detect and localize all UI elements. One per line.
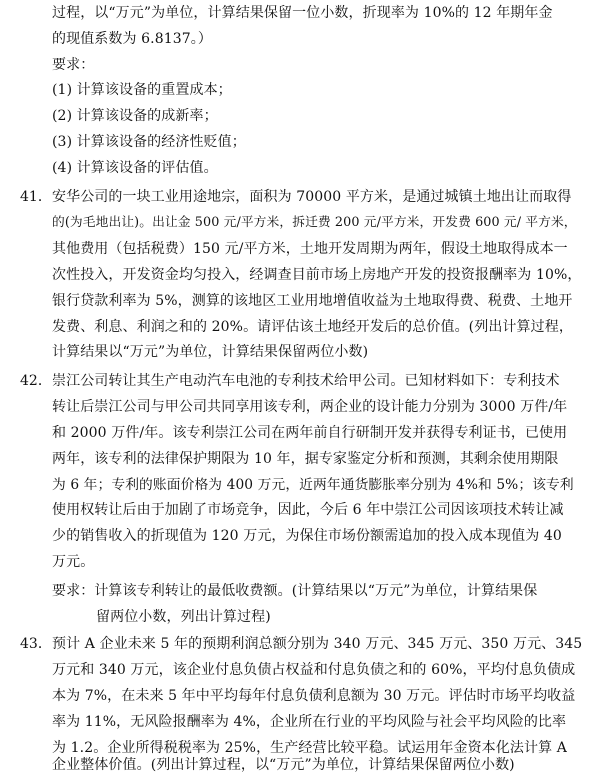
requirement-item: (1) 计算该设备的重置成本； <box>52 82 232 98</box>
q42-line: 为 6 年；专利的账面价格为 400 万元，近两年通货膨胀率分别为 4%和 5%；该专利 <box>52 477 574 493</box>
requirements-label: 要求： <box>52 57 95 73</box>
question-number-42: 42． <box>20 373 52 389</box>
q43-line: 企业整体价值。(列出计算过程，以“万元”为单位，计算结果保留两位小数) <box>52 757 515 773</box>
q42-line: 少的销售收入的折现值为 120 万元，为保住市场份额需追加的投入成本现值为 40 <box>52 528 562 544</box>
requirement-item: (3) 计算该设备的经济性贬值； <box>52 134 246 150</box>
q41-line: 发费、利息、利润之和的 20%。请评估该土地经开发后的总价值。(列出计算过程， <box>52 319 573 335</box>
q42-line: 万元。 <box>52 554 95 570</box>
q43-line: 为 1.2。企业所得税税率为 25%，生产经营比较平稳。试运用年金资本化法计算 A <box>52 740 567 756</box>
q42-line: 转让后崇江公司与甲公司共同享用该专利，两企业的设计能力分别为 3000 万件/年 <box>52 399 568 415</box>
q41-line: 的(为毛地出让)。出让金 500 元/平方米，拆迁费 200 元/平方米，开发费 600 元/ 平方米， <box>52 215 577 230</box>
intro-line: 过程，以“万元”为单位，计算结果保留一位小数，折现率为 10%的 12 年期年金 <box>52 5 553 21</box>
question-number-41: 41． <box>20 189 52 205</box>
q43-line: 万元和 340 万元，该企业付息负债占权益和付息负债之和的 60%，平均付息负债成 <box>52 662 576 678</box>
q42-requirement-line: 留两位小数，列出计算过程) <box>96 609 271 625</box>
q42-line: 和 2000 万件/年。该专利崇江公司在两年前自行研制开发并获得专利证书，已使用 <box>52 425 568 441</box>
requirement-item: (2) 计算该设备的成新率； <box>52 108 218 124</box>
q41-line: 安华公司的一块工业用途地宗，面积为 70000 平方米，是通过城镇土地出让而取得 <box>52 189 572 205</box>
q41-line: 其他费用（包括税费）150 元/平方米，土地开发周期为两年，假设土地取得成本一 <box>52 241 568 257</box>
q43-line: 预计 A 企业未来 5 年的预期利润总额分别为 340 万元、345 万元、350 万元、345 <box>52 636 583 652</box>
q41-line: 银行贷款利率为 5%，测算的该地区工业用地增值收益为土地取得费、税费、土地开 <box>52 293 573 309</box>
q42-line: 崇江公司转让其生产电动汽车电池的专利技术给甲公司。已知材料如下：专利技术 <box>52 373 560 389</box>
q43-line: 本为 7%，在未来 5 年中平均每年付息负债利息额为 30 万元。评估时市场平均收益 <box>52 688 576 704</box>
q42-line: 两年，该专利的法律保护期限为 10 年，据专家鉴定分析和预测，其剩余使用期限 <box>52 451 559 467</box>
intro-line: 的现值系数为 6.8137。） <box>52 31 212 47</box>
q42-line: 使用权转让后由于加剧了市场竞争，因此，今后 6 年中崇江公司因该项技术转让减 <box>52 502 564 518</box>
q43-line: 率为 11%，无风险报酬率为 4%，企业所在行业的平均风险与社会平均风险的比率 <box>52 714 567 730</box>
q42-requirement-line: 要求：计算该专利转让的最低收费额。(计算结果以“万元”为单位，计算结果保 <box>52 583 538 599</box>
q41-line: 次性投入，开发资金均匀投入，经调查目前市场上房地产开发的投资报酬率为 10%， <box>52 267 582 283</box>
question-number-43: 43． <box>20 636 52 652</box>
q41-line: 计算结果以“万元”为单位，计算结果保留两位小数) <box>52 344 369 360</box>
requirement-item: (4) 计算该设备的评估值。 <box>52 160 218 176</box>
